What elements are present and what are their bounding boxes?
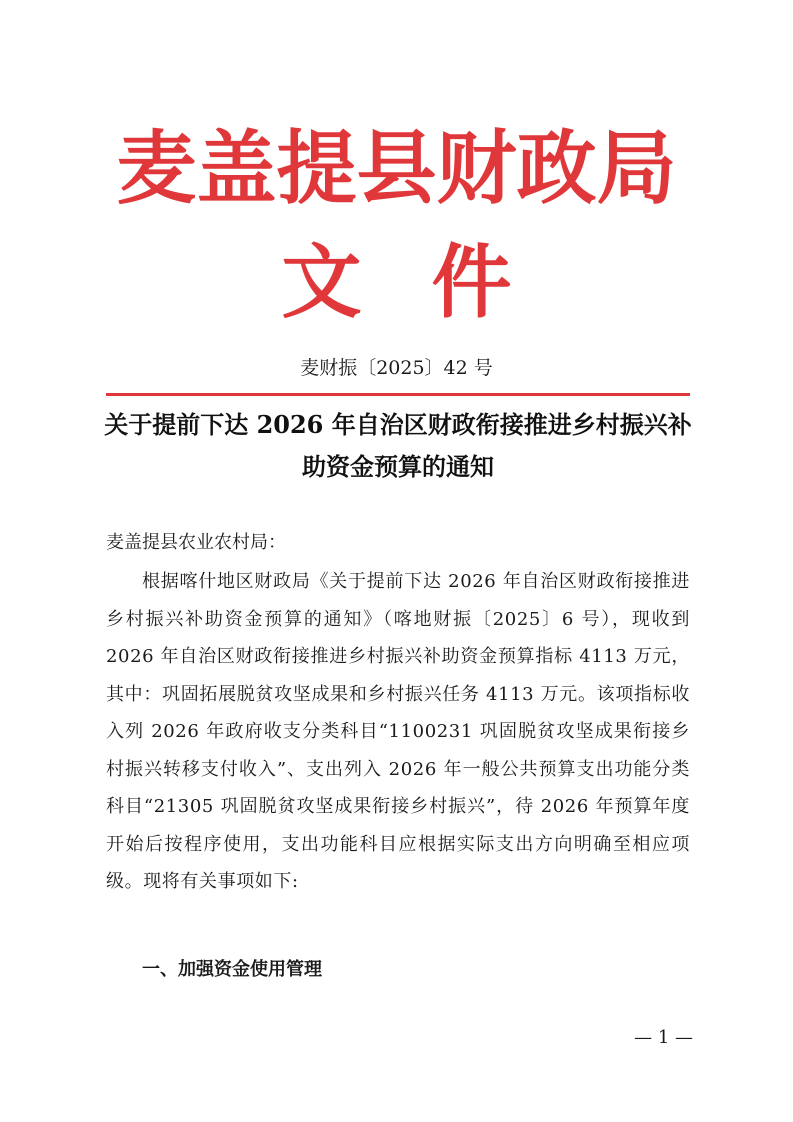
- issuer-name: 麦盖提县财政局: [116, 121, 677, 215]
- document-number: 麦财振〔2025〕42 号: [300, 357, 493, 379]
- red-divider-line: [106, 393, 690, 396]
- section-heading: 一、加强资金使用管理: [142, 959, 322, 980]
- notice-title: 关于提前下达 2026 年自治区财政衔接推进乡村振兴补助资金预算的通知: [104, 410, 692, 481]
- addressee: 麦盖提县农业农村局：: [106, 532, 286, 553]
- document-label: 文件: [281, 235, 582, 329]
- body-paragraph: 根据喀什地区财政局《关于提前下达 2026 年自治区财政衔接推进乡村振兴补助资金预算的通知》（喀地财振〔2025〕6 号），现收到 2026 年自治区财政衔接推进乡村振兴补助资金预算指标 4113 万元，其中：巩固拓展脱贫攻坚成果和乡村振兴任务 4113 万元。该项指标收入列 2026 年政府收支分类科目“1100231 巩固脱贫攻坚成果衔接乡村振兴转移支付收入”、支出列入 2026 年一般公共预算支出功能分类科目“21305 巩固脱贫攻坚成果衔接乡村振兴”，待 2026 年预算年度开始后按程序使用，支出功能科目应根据实际支出方向明确至相应项级。现将有关事项如下:: [106, 571, 690, 892]
- page-number: — 1 —: [634, 1027, 693, 1048]
